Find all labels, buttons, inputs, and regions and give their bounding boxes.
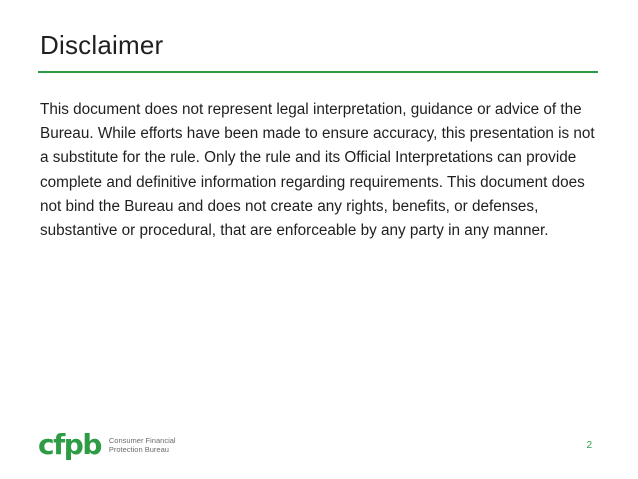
- logo-line-1: Consumer Financial: [108, 436, 176, 445]
- disclaimer-text: This document does not represent legal interpretation, guidance or advice of the Bureau. While efforts have been made to ensure accuracy, this presentation is not a substitute for the rule. Only the rule and its Official Interpretations can provide complete and definitive information regarding requirements. This document does not bind the Bureau and does not create any rights, benefits, or defenses, substantive or procedural, that are enforceable by any party in any manner.: [40, 101, 595, 240]
- page-number: 2: [586, 440, 592, 451]
- title-divider: [38, 71, 598, 73]
- logo-wordmark: cfpb: [38, 428, 101, 461]
- cfpb-logo: [38, 428, 176, 462]
- slide-title: Disclaimer: [40, 30, 164, 60]
- logo-line-2: Protection Bureau: [108, 445, 169, 454]
- logo-agency-name: [109, 436, 176, 454]
